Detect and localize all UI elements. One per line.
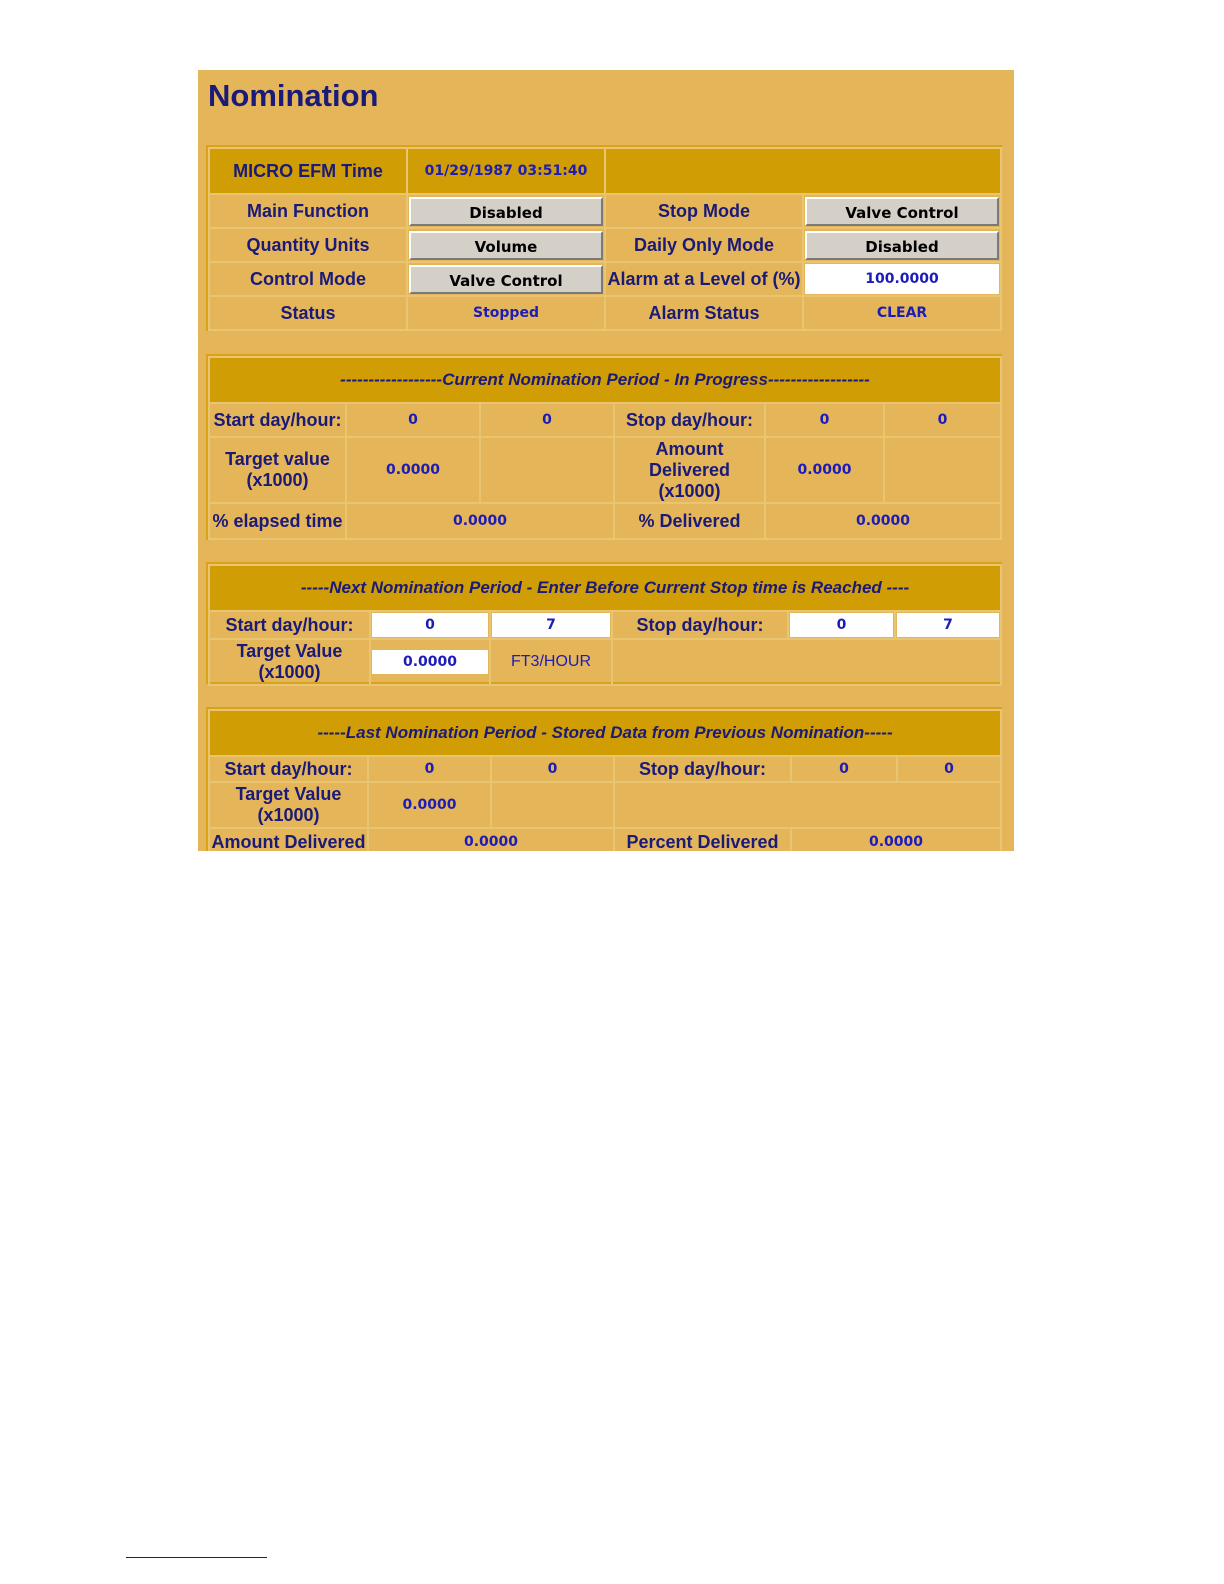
control-mode-label: Control Mode (209, 262, 407, 296)
footnote-rule (126, 1557, 267, 1558)
control-mode-button[interactable]: Valve Control (409, 265, 603, 294)
current-start-hour: 0 (480, 403, 614, 437)
current-start-day: 0 (346, 403, 480, 437)
last-percent-label: Percent Delivered (614, 828, 791, 851)
stop-mode-label: Stop Mode (605, 194, 803, 228)
last-period-header (209, 710, 1001, 756)
header-blank-cell (605, 148, 1001, 194)
next-start-day-cell (370, 611, 490, 639)
next-target-label-line2: (x1000) (258, 662, 321, 682)
current-period-section (206, 354, 1002, 540)
current-stop-day: 0 (765, 403, 884, 437)
last-stop-day: 0 (791, 756, 897, 782)
next-start-hour-cell (490, 611, 612, 639)
daily-only-mode-cell (803, 228, 1001, 262)
main-function-label: Main Function (209, 194, 407, 228)
settings-section (206, 145, 1002, 331)
daily-only-mode-button[interactable]: Disabled (805, 231, 999, 260)
current-period-header-text: ------------------Current Nomination Period - In Progress------------------ (340, 370, 870, 389)
alarm-level-input[interactable]: 100.0000 (805, 264, 999, 294)
current-target-label-line2: (x1000) (246, 470, 309, 490)
current-start-label: Start day/hour: (209, 403, 346, 437)
settings-table (208, 147, 1002, 331)
micro-efm-time-label: MICRO EFM Time (209, 148, 407, 194)
last-target-blank-wide (614, 782, 1001, 828)
stop-mode-cell (803, 194, 1001, 228)
elapsed-time-label: % elapsed time (209, 503, 346, 539)
current-amount-value: 0.0000 (765, 437, 884, 503)
last-period-table (208, 709, 1002, 851)
main-function-button[interactable]: Disabled (409, 197, 603, 226)
current-stop-hour: 0 (884, 403, 1001, 437)
last-start-day: 0 (368, 756, 491, 782)
percent-delivered-label: % Delivered (614, 503, 765, 539)
last-stop-label: Stop day/hour: (614, 756, 791, 782)
daily-only-mode-label: Daily Only Mode (605, 228, 803, 262)
current-target-label (209, 437, 346, 503)
percent-delivered-value: 0.0000 (765, 503, 1001, 539)
last-target-label (209, 782, 368, 828)
last-stop-hour: 0 (897, 756, 1001, 782)
alarm-level-cell (803, 262, 1001, 296)
next-stop-hour-input[interactable]: 7 (897, 613, 999, 637)
current-target-value: 0.0000 (346, 437, 480, 503)
last-target-blank (491, 782, 614, 828)
alarm-status-label: Alarm Status (605, 296, 803, 330)
nomination-panel (198, 70, 1014, 851)
current-target-blank (480, 437, 614, 503)
next-start-hour-input[interactable]: 7 (492, 613, 610, 637)
last-period-section (206, 707, 1002, 851)
current-amount-blank (884, 437, 1001, 503)
next-period-table (208, 564, 1002, 686)
last-period-header-text: -----Last Nomination Period - Stored Data from Previous Nomination----- (317, 723, 893, 742)
next-target-cell (370, 639, 490, 685)
next-start-label: Start day/hour: (209, 611, 370, 639)
quantity-units-button[interactable]: Volume (409, 231, 603, 260)
next-stop-day-cell (788, 611, 895, 639)
alarm-status-value: CLEAR (803, 296, 1001, 330)
last-target-label-line2: (x1000) (257, 805, 320, 825)
last-target-value: 0.0000 (368, 782, 491, 828)
next-target-value-input[interactable]: 0.0000 (372, 650, 488, 674)
next-period-section (206, 562, 1002, 684)
current-period-header (209, 357, 1001, 403)
next-stop-label: Stop day/hour: (612, 611, 788, 639)
main-function-cell (407, 194, 605, 228)
last-amount-value: 0.0000 (368, 828, 614, 851)
current-period-table (208, 356, 1002, 540)
alarm-level-label: Alarm at a Level of (%) (605, 262, 803, 296)
last-start-hour: 0 (491, 756, 614, 782)
current-amount-label-line3: (x1000) (658, 480, 721, 501)
page-title: Nomination (208, 78, 379, 113)
next-target-units: FT3/HOUR (490, 639, 612, 685)
status-value: Stopped (407, 296, 605, 330)
current-amount-label-line1: Amount (655, 438, 724, 459)
next-target-label (209, 639, 370, 685)
stop-mode-button[interactable]: Valve Control (805, 197, 999, 226)
last-percent-value: 0.0000 (791, 828, 1001, 851)
last-amount-label: Amount Delivered (209, 828, 368, 851)
current-amount-label-line2: Delivered (648, 459, 731, 480)
status-label: Status (209, 296, 407, 330)
current-target-label-line1: Target value (225, 449, 330, 469)
next-stop-hour-cell (895, 611, 1001, 639)
current-stop-label: Stop day/hour: (614, 403, 765, 437)
current-amount-label (614, 437, 765, 503)
next-start-day-input[interactable]: 0 (372, 613, 488, 637)
control-mode-cell (407, 262, 605, 296)
next-period-header (209, 565, 1001, 611)
next-target-label-line1: Target Value (236, 641, 343, 661)
micro-efm-time-value: 01/29/1987 03:51:40 (407, 148, 605, 194)
last-target-label-line1: Target Value (235, 784, 342, 804)
quantity-units-label: Quantity Units (209, 228, 407, 262)
next-period-header-text: -----Next Nomination Period - Enter Before Current Stop time is Reached ---- (300, 578, 910, 597)
elapsed-time-value: 0.0000 (346, 503, 614, 539)
next-stop-day-input[interactable]: 0 (790, 613, 893, 637)
quantity-units-cell (407, 228, 605, 262)
last-start-label: Start day/hour: (209, 756, 368, 782)
next-target-blank (612, 639, 1001, 685)
